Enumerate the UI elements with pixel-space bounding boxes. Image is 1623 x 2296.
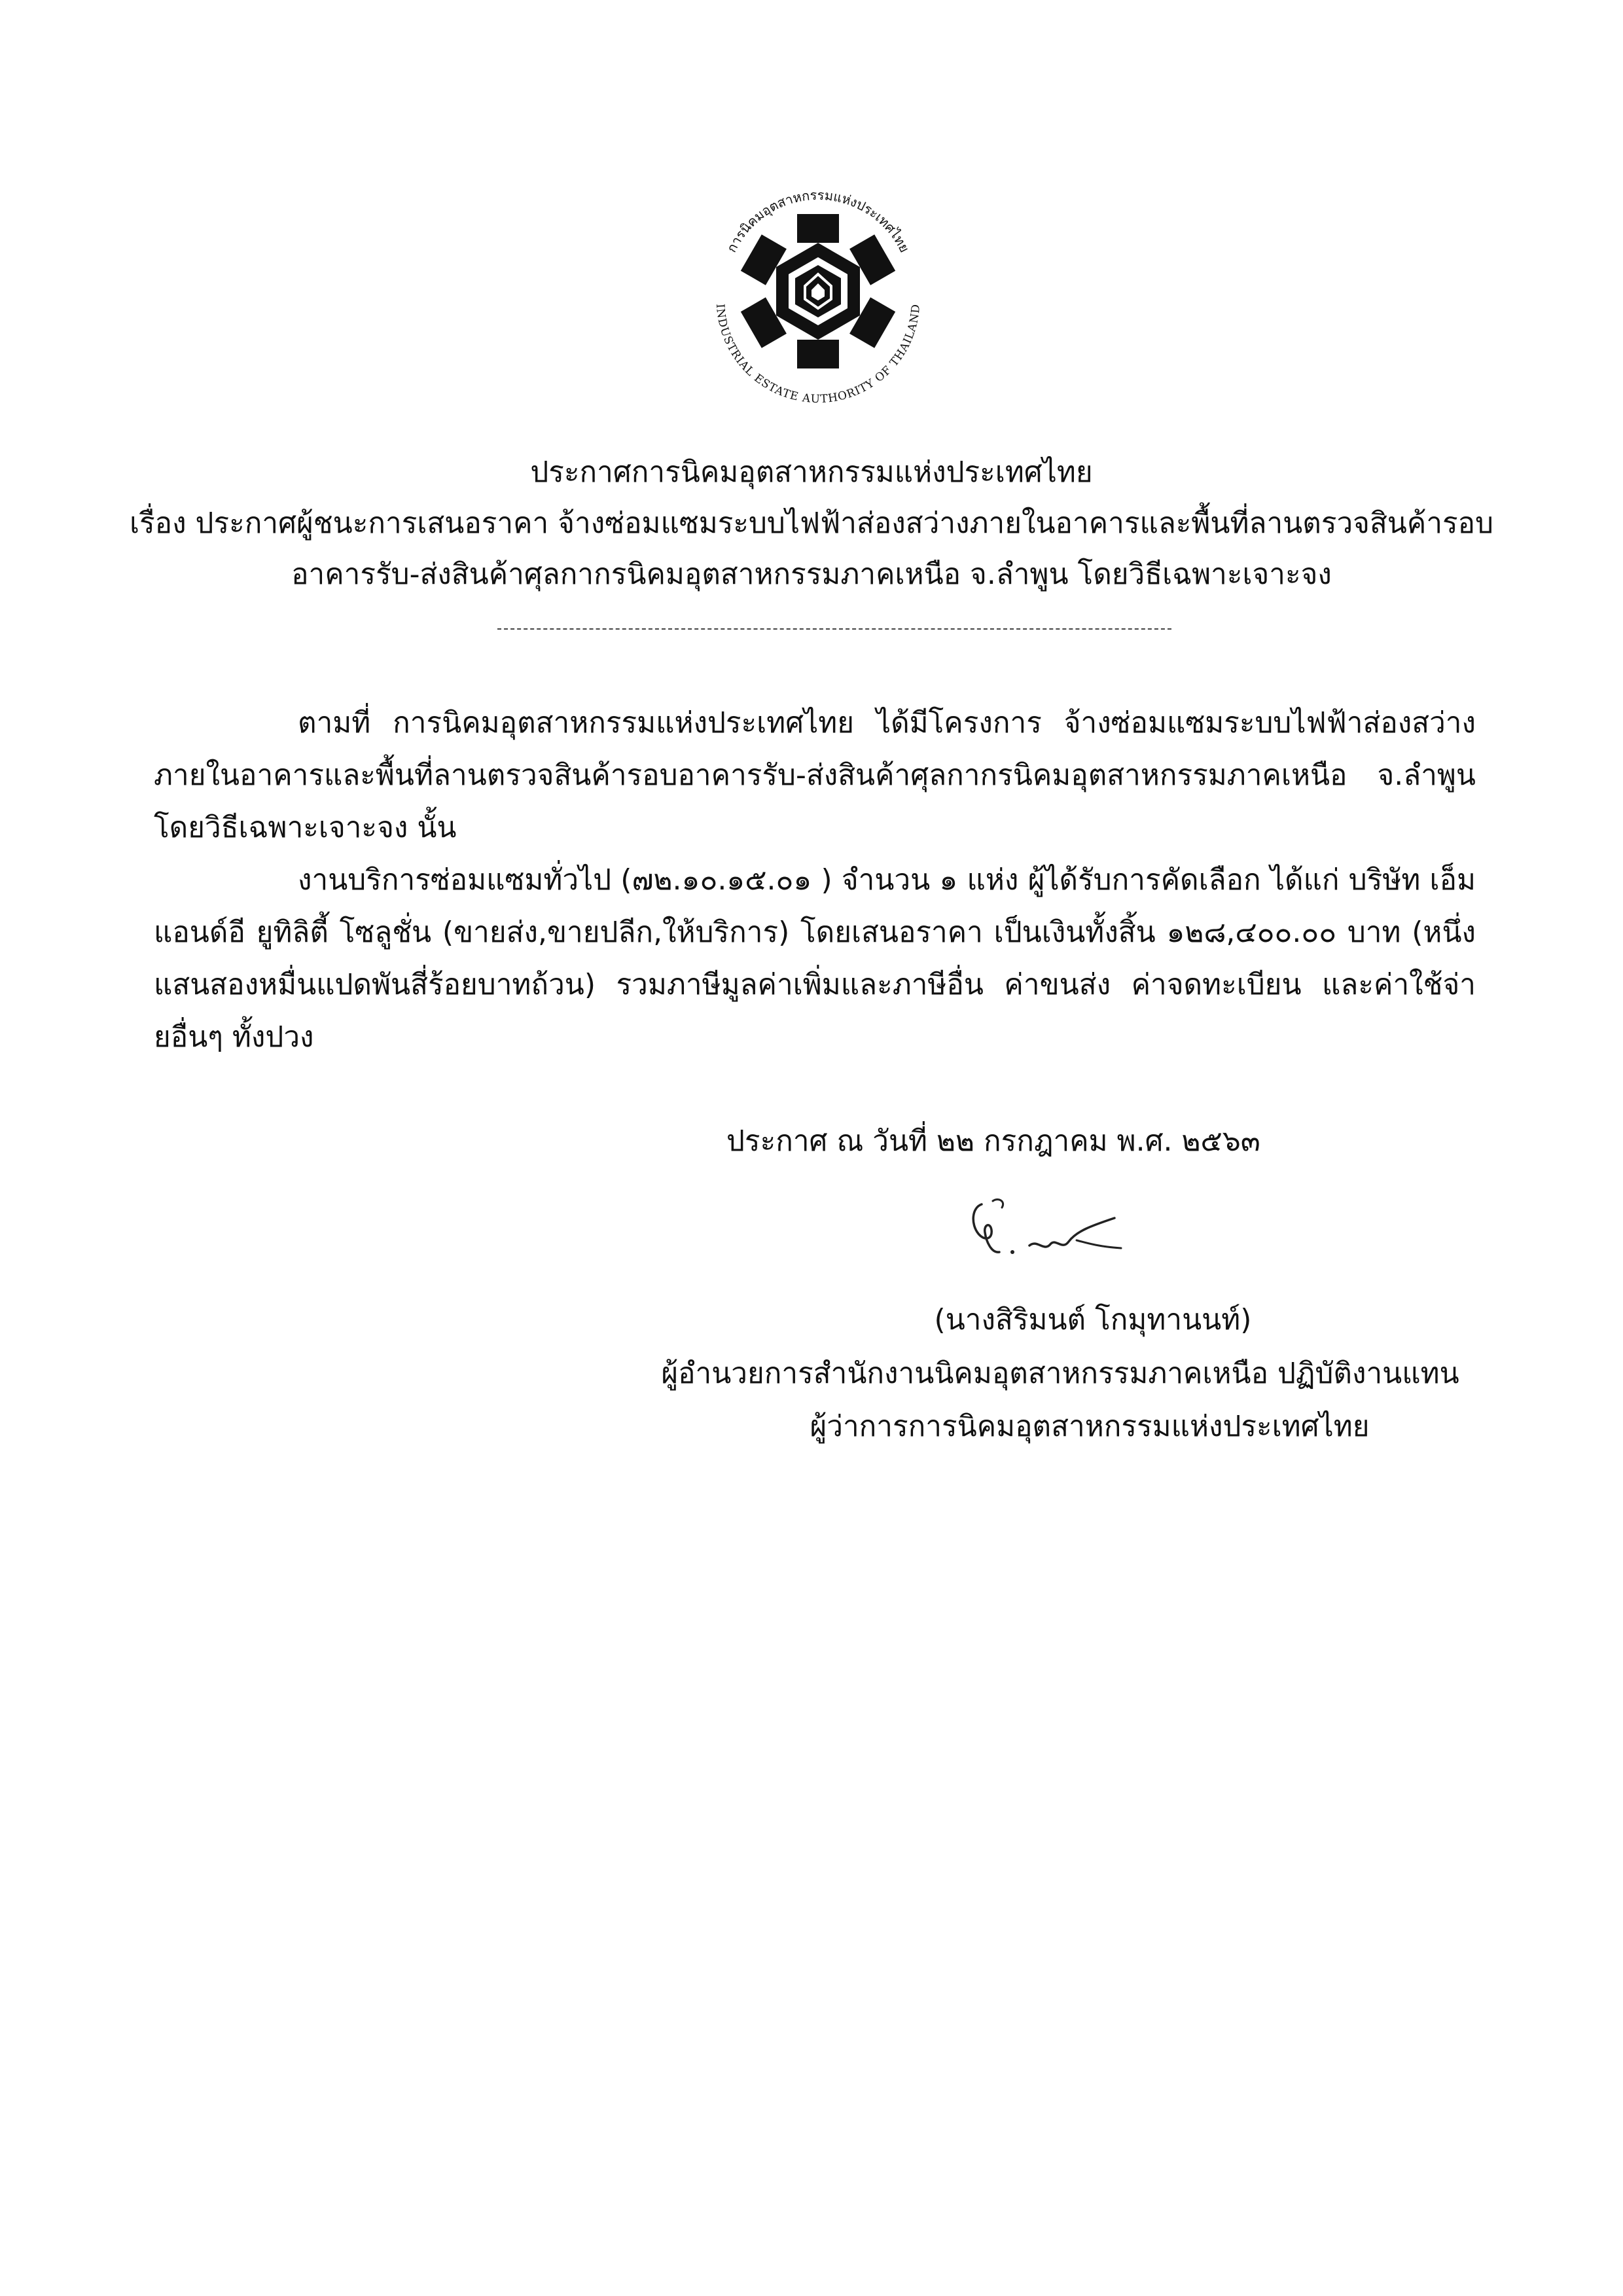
handwritten-signature-icon: [952, 1188, 1142, 1273]
body-paragraph-intro: ตามที่ การนิคมอุตสาหกรรมแห่งประเทศไทย ได้มีโครงการ จ้างซ่อมแซมระบบไฟฟ้าส่องสว่างภายในอาคารและพื้นที่ลานตรวจสินค้ารอบอาคารรับ-ส่งสินค้าศุลกากรนิคมอุตสาหกรรมภาคเหนือ จ.ลำพูน โดยวิธีเฉพาะเจาะจง นั้น: [154, 706, 1476, 844]
announcement-subject-line1: เรื่อง ประกาศผู้ชนะการเสนอราคา จ้างซ่อมแซมระบบไฟฟ้าส่องสว่างภายในอาคารและพื้นที่ลานตรวจสินค้ารอบ: [129, 507, 1494, 540]
signer-position: ผู้อำนวยการสำนักงานนิคมอุตสาหกรรมภาคเหนือ ปฏิบัติงานแทน: [661, 1357, 1459, 1390]
signer-position-acting-for: ผู้ว่าการการนิคมอุตสาหกรรมแห่งประเทศไทย: [810, 1410, 1370, 1443]
body-paragraph-award: งานบริการซ่อมแซมทั่วไป (๗๒.๑๐.๑๕.๐๑ ) จำนวน ๑ แห่ง ผู้ได้รับการคัดเลือก ได้แก่ บริษัท เอ็มแอนด์อี ยูทิลิตี้ โซลูชั่น (ขายส่ง,ขายปลีก,ให้บริการ) โดยเสนอราคา เป็นเงินทั้งสิ้น ๑๒๘,๔๐๐.๐๐ บาท (หนึ่งแสนสองหมื่นแปดพันสี่ร้อยบาทถ้วน) รวมภาษีมูลค่าเพิ่มและภาษีอื่น ค่าขนส่ง ค่าจดทะเบียน และค่าใช้จ่ายอื่นๆ ทั้งปวง: [154, 863, 1476, 1054]
signer-name: (นางสิริมนต์ โกมุทานนท์): [934, 1303, 1252, 1336]
announcement-date: ประกาศ ณ วันที่ ๒๒ กรกฎาคม พ.ศ. ๒๕๖๓: [726, 1124, 1260, 1158]
announcement-subject-line2: อาคารรับ-ส่งสินค้าศุลกากรนิคมอุตสาหกรรมภาคเหนือ จ.ลำพูน โดยวิธีเฉพาะเจาะจง: [291, 558, 1332, 591]
svg-text:INDUSTRIAL ESTATE AUTHORITY OF: INDUSTRIAL ESTATE AUTHORITY OF THAILAND: [713, 303, 923, 406]
divider-line: [497, 628, 1171, 630]
iea-seal-logo-icon: [687, 160, 949, 422]
announcement-title: ประกาศการนิคมอุตสาหกรรมแห่งประเทศไทย: [530, 456, 1093, 489]
svg-text:การนิคมอุตสาหกรรมแห่งประเทศไทย: การนิคมอุตสาหกรรมแห่งประเทศไทย: [723, 187, 913, 255]
